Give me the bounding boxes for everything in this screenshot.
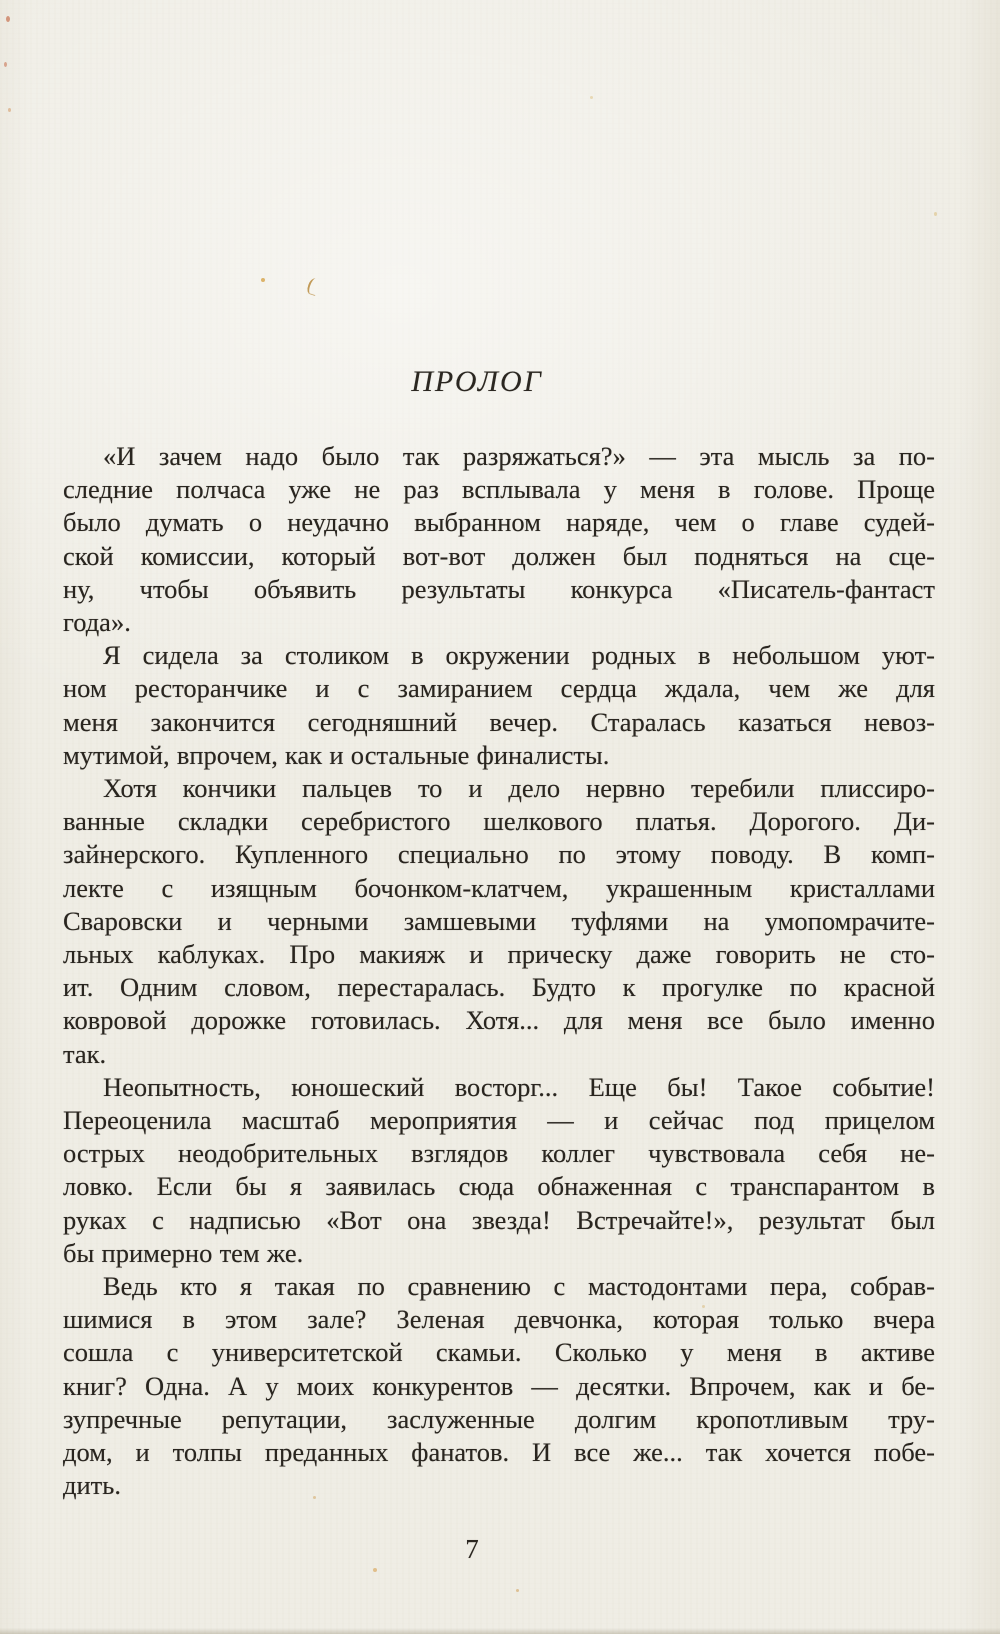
text-line: Переоценила масштаб мероприятия — и сейчас под прицелом: [63, 1105, 935, 1136]
text-line: шимися в этом зале? Зеленая девчонка, которая только вчера: [63, 1304, 935, 1335]
text-line: так.: [63, 1038, 107, 1069]
text-line: ловко. Если бы я заявилась сюда обнаженная с транспарантом в: [63, 1171, 935, 1202]
text-line: ской комиссии, который вот-вот должен был подняться на сце-: [63, 540, 935, 571]
scan-artifact: [306, 277, 321, 296]
page-body: [63, 440, 935, 1503]
text-line: острых неодобрительных взглядов коллег чувствовала себя не-: [63, 1138, 935, 1169]
paper-speck: [4, 62, 7, 67]
paper-speck: [261, 278, 265, 282]
text-line: ковровой дорожке готовилась. Хотя... для меня все было именно: [63, 1005, 935, 1036]
text-line: лекте с изящным бочонком-клатчем, украшенным кристаллами: [63, 872, 935, 903]
text-line: сошла с университетской скамьи. Сколько у меня в активе: [63, 1337, 935, 1368]
page-number: 7: [465, 1534, 479, 1564]
text-line: ит. Одним словом, перестаралась. Будто к прогулке по красной: [63, 972, 935, 1003]
paper-speck: [702, 1305, 705, 1308]
text-line: льных каблуках. Про макияж и прическу даже говорить не сто-: [63, 939, 935, 970]
paper-speck: [6, 16, 10, 22]
text-line: руках с надписью «Вот она звезда! Встречайте!», результат был: [63, 1204, 935, 1235]
paper-speck: [934, 212, 937, 216]
paper-speck: [516, 1589, 519, 1592]
text-line: Сваровски и черными замшевыми туфлями на умопомрачите-: [63, 905, 935, 936]
text-line: дом, и толпы преданных фанатов. И все же... так хочется побе-: [63, 1437, 935, 1468]
text-line: зупречные репутации, заслуженные долгим кропотливым тру-: [63, 1403, 935, 1434]
text-line: ном ресторанчике и с замиранием сердца ждала, чем же для: [63, 673, 935, 704]
text-line: Неопытность, юношеский восторг... Еще бы! Такое событие!: [103, 1071, 935, 1102]
text-line: «И зачем надо было так разряжаться?» — эта мысль за по-: [103, 441, 935, 471]
text-line: зайнерского. Купленного специально по этому поводу. В комп-: [63, 839, 935, 870]
chapter-heading: ПРОЛОГ: [411, 365, 543, 398]
text-line: книг? Одна. А у моих конкурентов — десятки. Впрочем, как и бе-: [63, 1370, 935, 1401]
text-line: было думать о неудачно выбранном наряде, чем о главе судей-: [63, 507, 935, 538]
paper-speck: [373, 1568, 377, 1572]
text-line: Хотя кончики пальцев то и дело нервно теребили плиссиро-: [103, 773, 935, 804]
text-line: меня закончится сегодняшний вечер. Старалась казаться невоз-: [63, 706, 935, 737]
paper-speck: [8, 108, 11, 112]
text-line: Ведь кто я такая по сравнению с мастодонтами пера, собрав-: [103, 1271, 935, 1302]
paper-speck: [590, 96, 593, 99]
paper-speck: [313, 1496, 316, 1499]
text-line: мутимой, впрочем, как и остальные финалисты.: [63, 739, 610, 770]
text-line: дить.: [63, 1470, 121, 1501]
text-line: года».: [63, 607, 131, 638]
text-line: Я сидела за столиком в окружении родных в небольшом уют-: [103, 640, 935, 671]
text-line: бы примерно тем же.: [63, 1237, 304, 1268]
page-bottom-edge: [0, 1628, 1000, 1634]
text-line: ну, чтобы объявить результаты конкурса «Писатель-фантаст: [63, 573, 935, 604]
text-line: следние полчаса уже не раз всплывала у меня в голове. Проще: [63, 474, 935, 505]
text-line: ванные складки серебристого шелкового платья. Дорогого. Ди-: [63, 806, 935, 837]
